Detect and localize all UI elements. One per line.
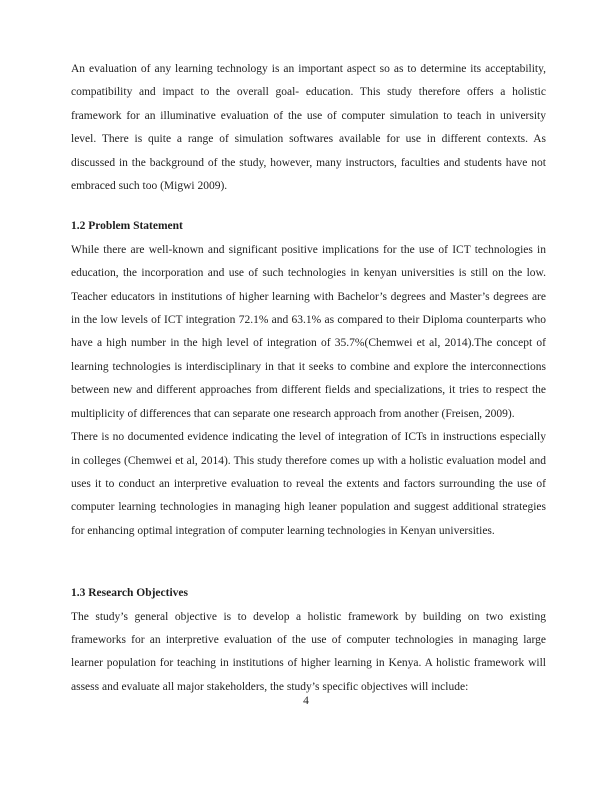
paragraph-introduction: An evaluation of any learning technology is an important aspect so as to determine its acceptability, compatibility and impact to the overall goal- education. This study therefore offers a holistic framework for an illuminative evaluation of the use of computer simulation to teach in university level. There is quite a range of simulation softwares available for use in different contexts. As discussed in the background of the study, however, many instructors, faculties and students have not embraced such too (Migwi 2009). (71, 63, 546, 193)
heading-research-objectives: 1.3 Research Objectives (71, 587, 188, 600)
page-number: 4 (303, 695, 309, 707)
page-body-text (71, 58, 546, 699)
paragraph-research-objectives: The study’s general objective is to develop a holistic framework by building on two existing frameworks for an interpretive evaluation of the use of computer technologies in managing large learner population for teaching in institutions of higher learning in Kenya. A holistic framework will assess and evaluate all major stakeholders, the study’s specific objectives will include: (71, 610, 546, 693)
paragraph-problem-statement-2: There is no documented evidence indicating the level of integration of ICTs in instructions especially in colleges (Chemwei et al, 2014). This study therefore comes up with a holistic evaluation model and uses it to conduct an interpretive evaluation to reveal the extents and factors surrounding the use of computer learning technologies in managing high leaner population and suggest additional strategies for enhancing optimal integration of computer learning technologies in Kenyan universities. (71, 431, 546, 537)
paragraph-problem-statement-1: While there are well-known and significant positive implications for the use of ICT technologies in education, the incorporation and use of such technologies in kenyan universities is still on the low. Teacher educators in institutions of higher learning with Bachelor’s degrees and Master’s degrees are in the low levels of ICT integration 72.1% and 63.1% as compared to their Diploma counterparts who have a high number in the high level of integration of 35.7%(Chemwei et al, 2014).The concept of learning technologies is interdisciplinary in that it seeks to combine and explore the interconnections between new and different approaches from different fields and specializations, it tries to respect the multiplicity of differences that can separate one research approach from another (Freisen, 2009). (71, 243, 546, 420)
heading-problem-statement: 1.2 Problem Statement (71, 220, 183, 233)
